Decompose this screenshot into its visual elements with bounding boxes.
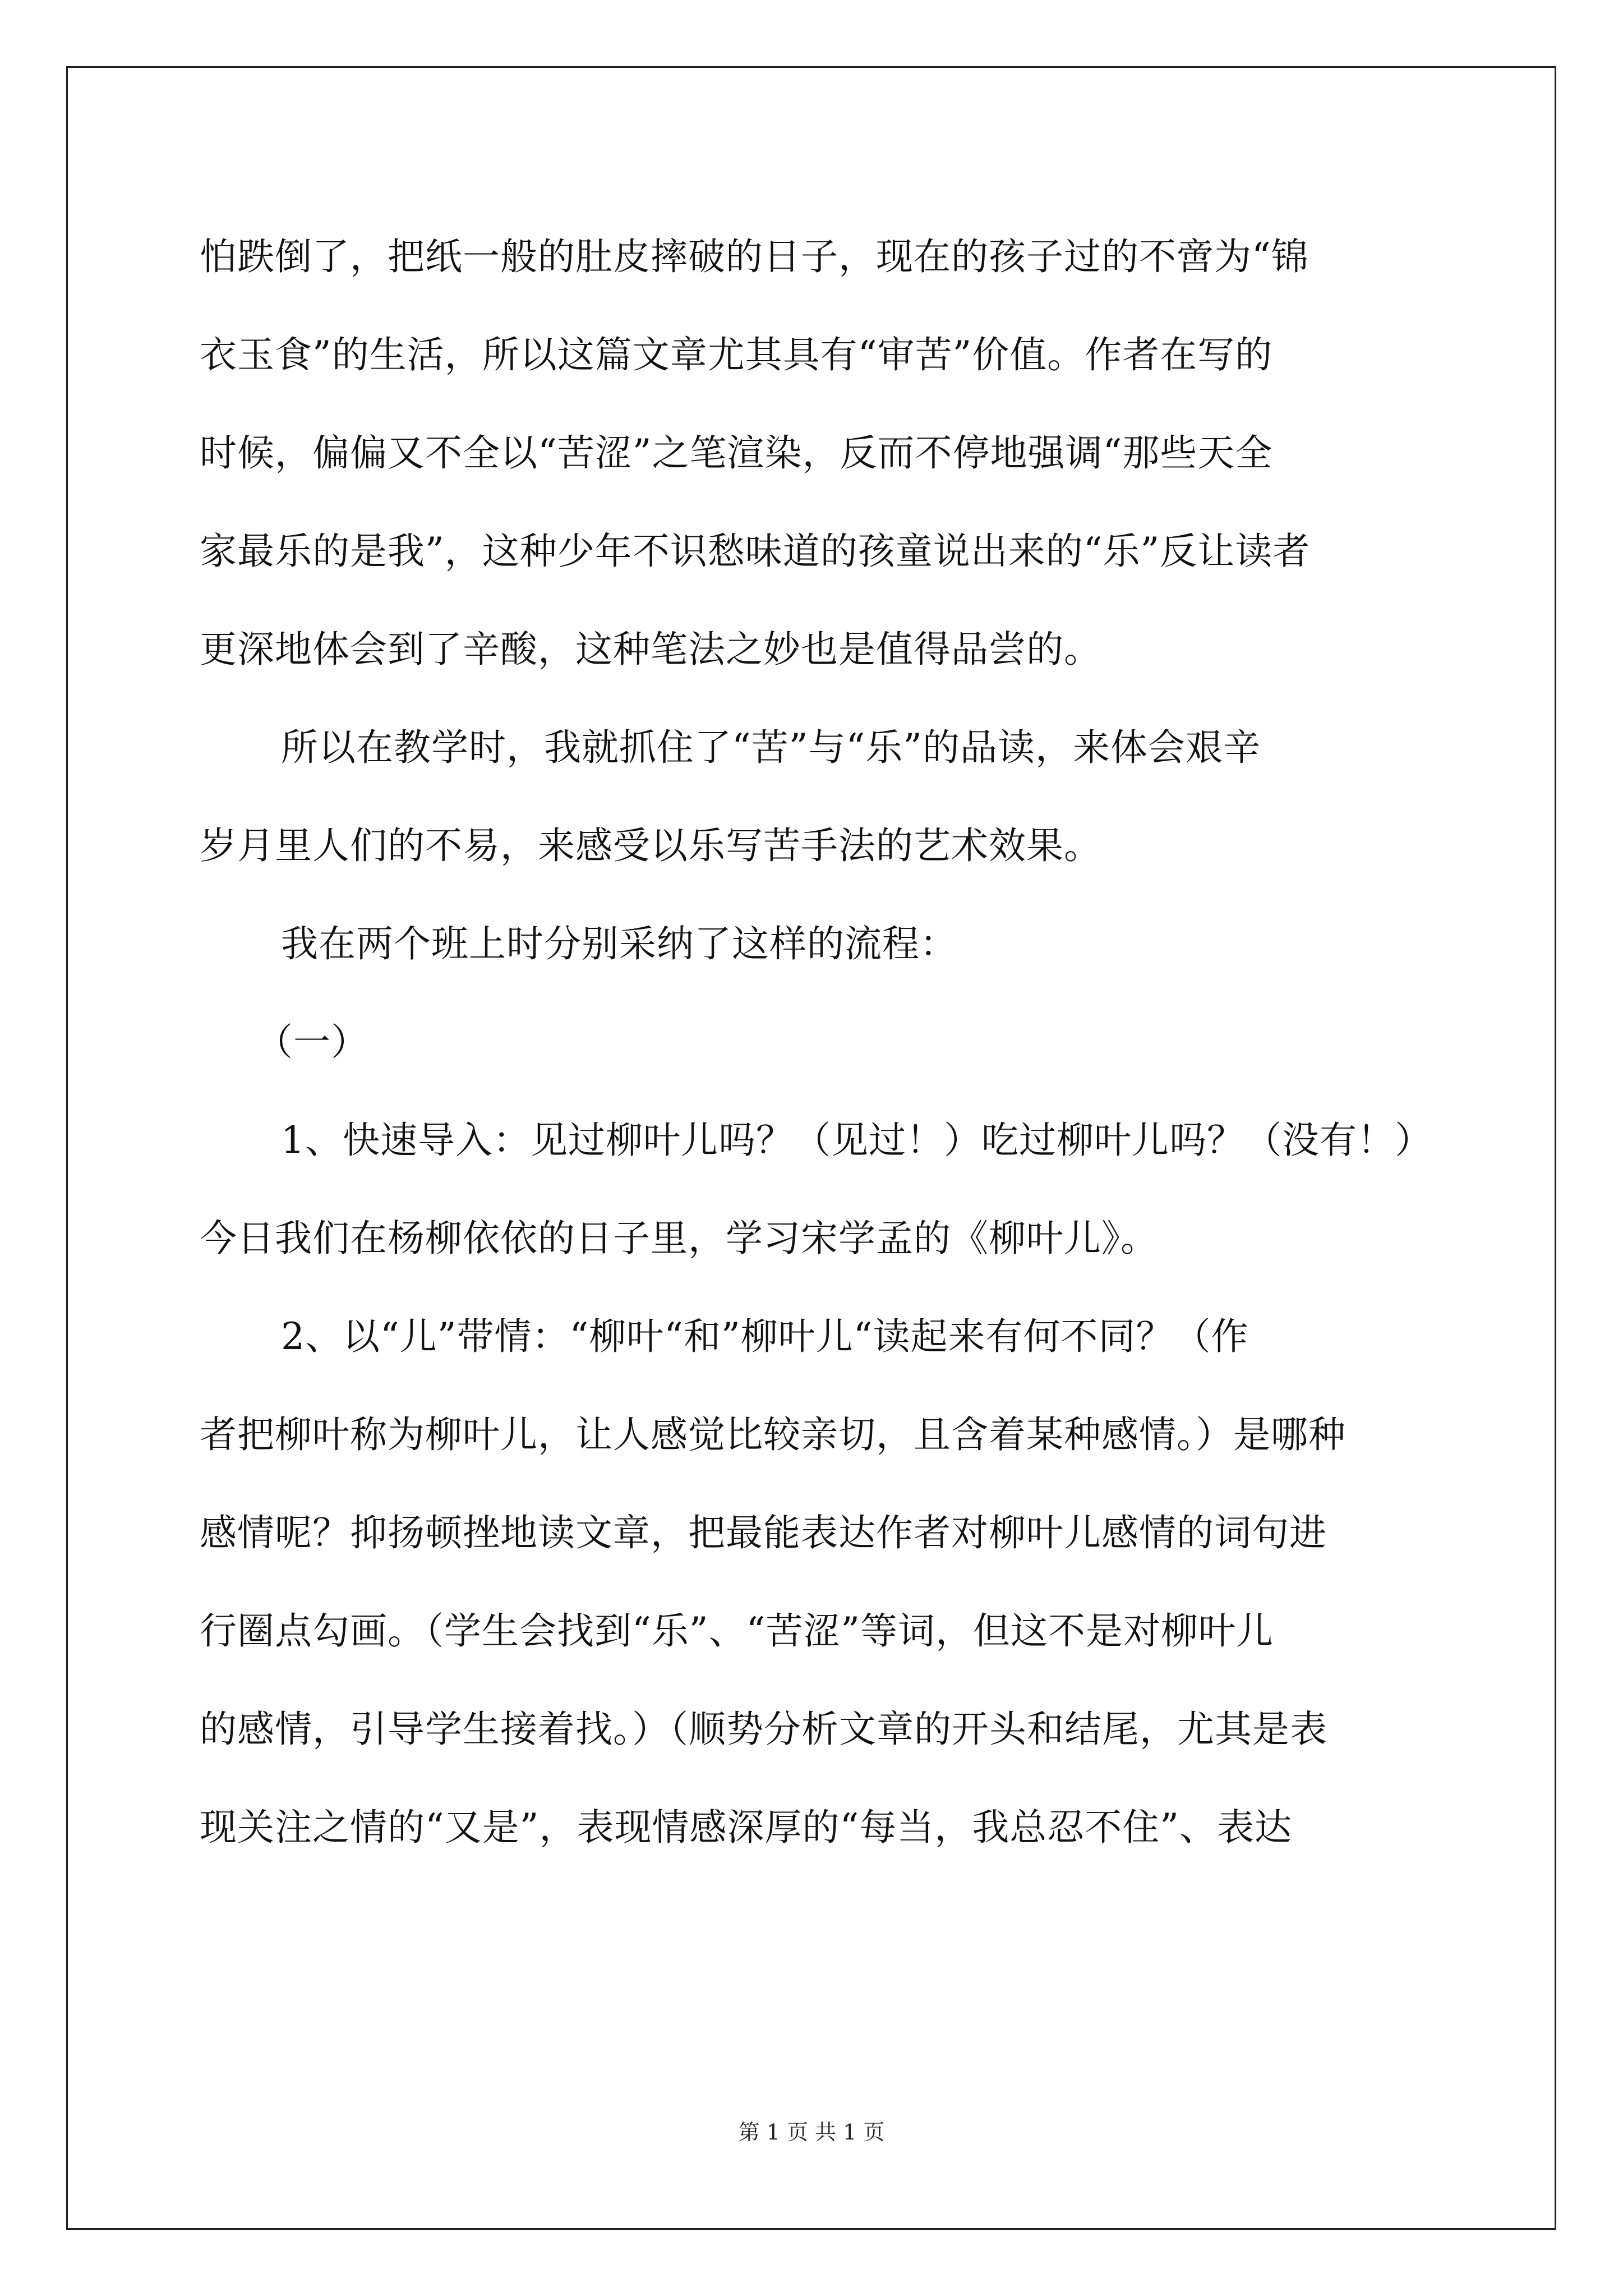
section-heading: （一） bbox=[256, 1020, 368, 1064]
text-line: 者把柳叶称为柳叶儿，让人感觉比较亲切，且含着某种感情。）是哪种 bbox=[200, 1413, 1346, 1456]
paragraph-start-line: 2、以“儿”带情：“柳叶“和”柳叶儿“读起来有何不同？（作 bbox=[281, 1315, 1249, 1358]
text-line: 时候，偏偏又不全以“苦涩”之笔渲染，反而不停地强调“那些天全 bbox=[200, 431, 1273, 475]
text-line: 感情呢？抑扬顿挫地读文章，把最能表达作者对柳叶儿感情的词句进 bbox=[200, 1511, 1327, 1554]
text-line: 怕跌倒了，把纸一般的肚皮摔破的日子，现在的孩子过的不啻为“锦 bbox=[200, 235, 1309, 278]
document-body bbox=[200, 208, 1432, 1876]
text-line: 家最乐的是我”，这种少年不识愁味道的孩童说出来的“乐”反让读者 bbox=[200, 530, 1311, 573]
text-line: 现关注之情的“又是”，表现情感深厚的“每当，我总忍不住”、表达 bbox=[200, 1806, 1292, 1849]
text-line: 更深地体会到了辛酸，这种笔法之妙也是值得品尝的。 bbox=[200, 628, 1101, 671]
text-line: 岁月里人们的不易，来感受以乐写苦手法的艺术效果。 bbox=[200, 824, 1101, 867]
text-line: 今日我们在杨柳依依的日子里，学习宋学孟的《柳叶儿》。 bbox=[200, 1217, 1158, 1260]
paragraph-start-line: 我在两个班上时分别采纳了这样的流程： bbox=[281, 922, 957, 965]
paragraph-start-line: 1、快速导入：见过柳叶儿吗？（见过！）吃过柳叶儿吗？（没有！） bbox=[281, 1119, 1432, 1162]
paragraph-start-line: 所以在教学时，我就抓住了“苦”与“乐”的品读，来体会艰辛 bbox=[281, 726, 1261, 769]
text-line: 的感情，引导学生接着找。）（顺势分析文章的开头和结尾，尤其是表 bbox=[200, 1708, 1327, 1751]
text-line: 行圈点勾画。（学生会找到“乐”、“苦涩”等词，但这不是对柳叶儿 bbox=[200, 1609, 1274, 1653]
text-line: 衣玉食”的生活，所以这篇文章尤其具有“审苦”价值。作者在写的 bbox=[200, 333, 1273, 376]
page-footer: 第 1 页 共 1 页 bbox=[738, 2120, 885, 2145]
